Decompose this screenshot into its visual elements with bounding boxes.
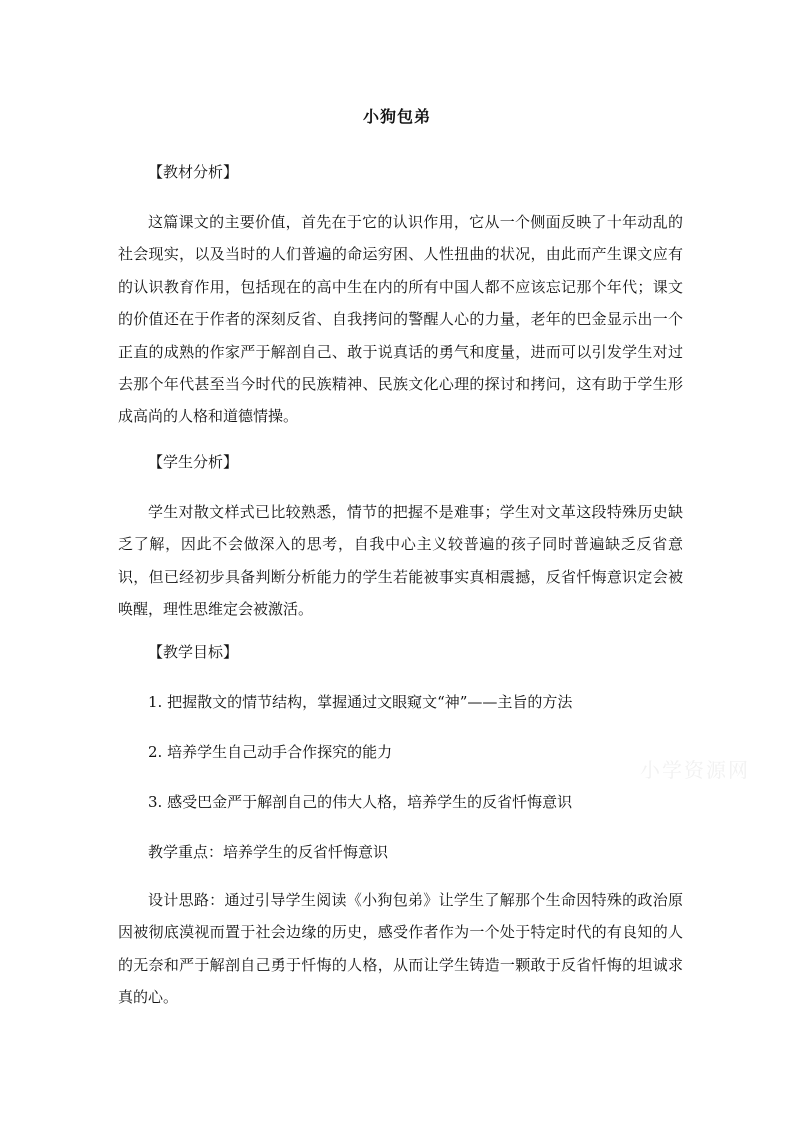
- section-heading-textbook-analysis: 【教材分析】: [148, 163, 239, 181]
- paragraph-textbook-analysis: 这篇课文的主要价值，首先在于它的认识作用，它从一个侧面反映了十年动乱的社会现实，以及当时的人们普遍的命运穷困、人性扭曲的状况，由此而产生课文应有的认识教育作用，包括现在的高中生在内的所有中国人都不应该忘记那个年代；课文的价值还在于作者的深刻反省、自我拷问的警醒人心的力量，老年的巴金显示出一个正直的成熟的作家严于解剖自己、敢于说真话的勇气和度量，进而可以引发学生对过去那个年代甚至当今时代的民族精神、民族文化心理的探讨和拷问，这有助于学生形成高尚的人格和道德情操。: [118, 213, 683, 426]
- goal-item-2: 2. 培养学生自己动手合作探究的能力: [148, 743, 393, 761]
- goal-item-3: 3. 感受巴金严于解剖自己的伟大人格，培养学生的反省忏悔意识: [148, 793, 573, 811]
- paragraph-design-idea: 设计思路：通过引导学生阅读《小狗包弟》让学生了解那个生命因特殊的政治原因被彻底漠视而置于社会边缘的历史，感受作者作为一个处于特定时代的有良知的人的无奈和严于解剖自己勇于忏悔的人格，从而让学生铸造一颗敢于反省忏悔的坦诚求真的心。: [118, 891, 683, 1007]
- section-heading-student-analysis: 【学生分析】: [148, 453, 239, 471]
- paragraph-student-analysis: 学生对散文样式已比较熟悉，情节的把握不是难事；学生对文革这段特殊历史缺乏了解，因此不会做深入的思考，自我中心主义较普遍的孩子同时普遍缺乏反省意识，但已经初步具备判断分析能力的学生若能被事实真相震撼，反省忏悔意识定会被唤醒，理性思维定会被激活。: [118, 503, 683, 619]
- watermark: 小学资源网: [640, 758, 750, 782]
- teaching-key-point: 教学重点：培养学生的反省忏悔意识: [148, 843, 389, 861]
- document-title: 小狗包弟: [362, 107, 431, 126]
- goal-item-1: 1. 把握散文的情节结构，掌握通过文眼窥文“神”——主旨的方法: [148, 693, 573, 711]
- section-heading-teaching-goals: 【教学目标】: [148, 643, 239, 661]
